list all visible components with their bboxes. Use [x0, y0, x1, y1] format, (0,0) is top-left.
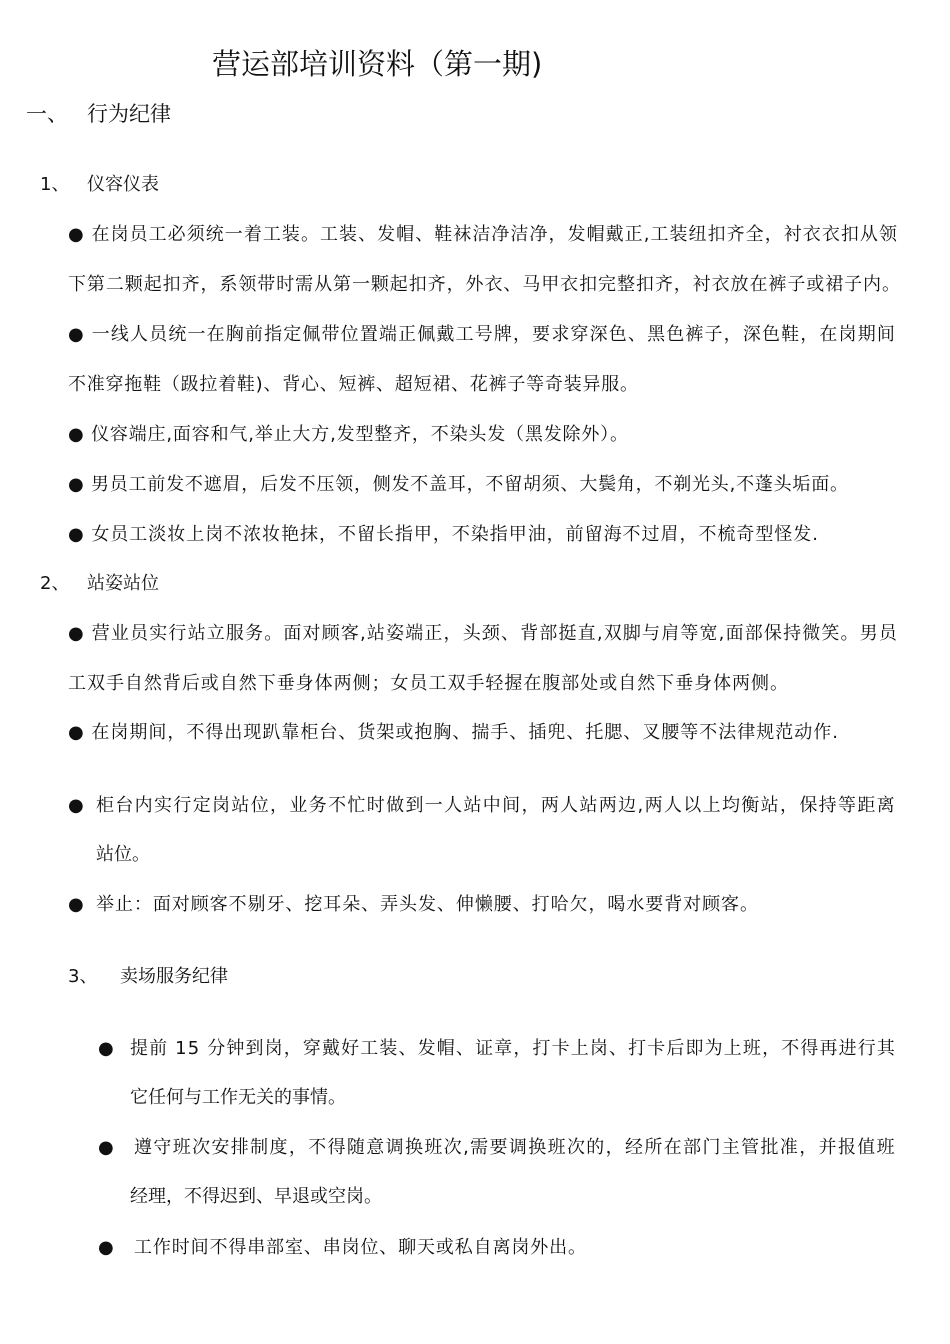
paragraph-line: ● 男员工前发不遮眉，后发不压领，侧发不盖耳，不留胡须、大鬓角，不剃光头,不蓬头垢面。: [68, 474, 849, 495]
paragraph-line: ● 在岗员工必须统一着工装。工装、发帽、鞋袜洁净洁净，发帽戴正,工装纽扣齐全，衬衣衣扣从领: [68, 224, 898, 245]
paragraph-line: 不准穿拖鞋（趿拉着鞋)、背心、短裤、超短裙、花裤子等奇装异服。: [68, 374, 639, 395]
paragraph-line: 下第二颗起扣齐，系领带时需从第一颗起扣齐，外衣、马甲衣扣完整扣齐，衬衣放在裤子或裙子内。: [68, 274, 901, 295]
paragraph-line: ● 仪容端庄,面容和气,举止大方,发型整齐，不染头发（黑发除外）。: [68, 424, 629, 445]
bullet-dot: ●: [98, 1137, 114, 1158]
bullet-text: 遵守班次安排制度，不得随意调换班次,需要调换班次的，经所在部门主管批准，并报值班: [134, 1137, 897, 1158]
subsection-number: 1、: [40, 174, 70, 195]
bullet-text: 经理，不得迟到、早退或空岗。: [130, 1186, 382, 1207]
paragraph-line: ● 营业员实行站立服务。面对顾客,站姿端正，头颈、背部挺直,双脚与肩等宽,面部保持微笑。男员: [68, 623, 899, 644]
bullet-dot: ●: [98, 1237, 114, 1258]
bullet-dot: ●: [68, 795, 84, 816]
section-number: 一、: [26, 102, 68, 126]
subsection-heading: 站姿站位: [87, 573, 159, 594]
document-title: 营运部培训资料（第一期): [212, 47, 543, 81]
subsection-heading: 卖场服务纪律: [120, 966, 228, 987]
bullet-dot: ●: [68, 894, 84, 915]
bullet-dot: ●: [98, 1038, 114, 1059]
paragraph-line: ● 在岗期间，不得出现趴靠柜台、货架或抱胸、揣手、插兜、托腮、叉腰等不法律规范动作.: [68, 722, 839, 743]
subsection-number: 2、: [40, 573, 70, 594]
paragraph-line: 工双手自然背后或自然下垂身体两侧；女员工双手轻握在腹部处或自然下垂身体两侧。: [68, 673, 789, 694]
subsection-heading: 仪容仪表: [87, 174, 159, 195]
subsection-number: 3、: [68, 966, 98, 987]
bullet-text: 举止：面对顾客不剔牙、挖耳朵、弄头发、伸懒腰、打哈欠，喝水要背对顾客。: [96, 894, 759, 915]
bullet-text: 它任何与工作无关的事情。: [130, 1087, 346, 1108]
bullet-text: 工作时间不得串部室、串岗位、聊天或私自离岗外出。: [134, 1237, 587, 1258]
paragraph-line: ● 一线人员统一在胸前指定佩带位置端正佩戴工号牌，要求穿深色、黑色裤子，深色鞋，在岗期间: [68, 324, 897, 345]
section-heading: 行为纪律: [87, 102, 171, 126]
bullet-text: 提前 15 分钟到岗，穿戴好工装、发帽、证章，打卡上岗、打卡后即为上班，不得再进行其: [130, 1038, 897, 1059]
bullet-text: 站位。: [96, 844, 150, 865]
paragraph-line: ● 女员工淡妆上岗不浓妆艳抹，不留长指甲，不染指甲油，前留海不过眉，不梳奇型怪发.: [68, 524, 819, 545]
bullet-text: 柜台内实行定岗站位，业务不忙时做到一人站中间，两人站两边,两人以上均衡站，保持等距离: [96, 795, 897, 816]
